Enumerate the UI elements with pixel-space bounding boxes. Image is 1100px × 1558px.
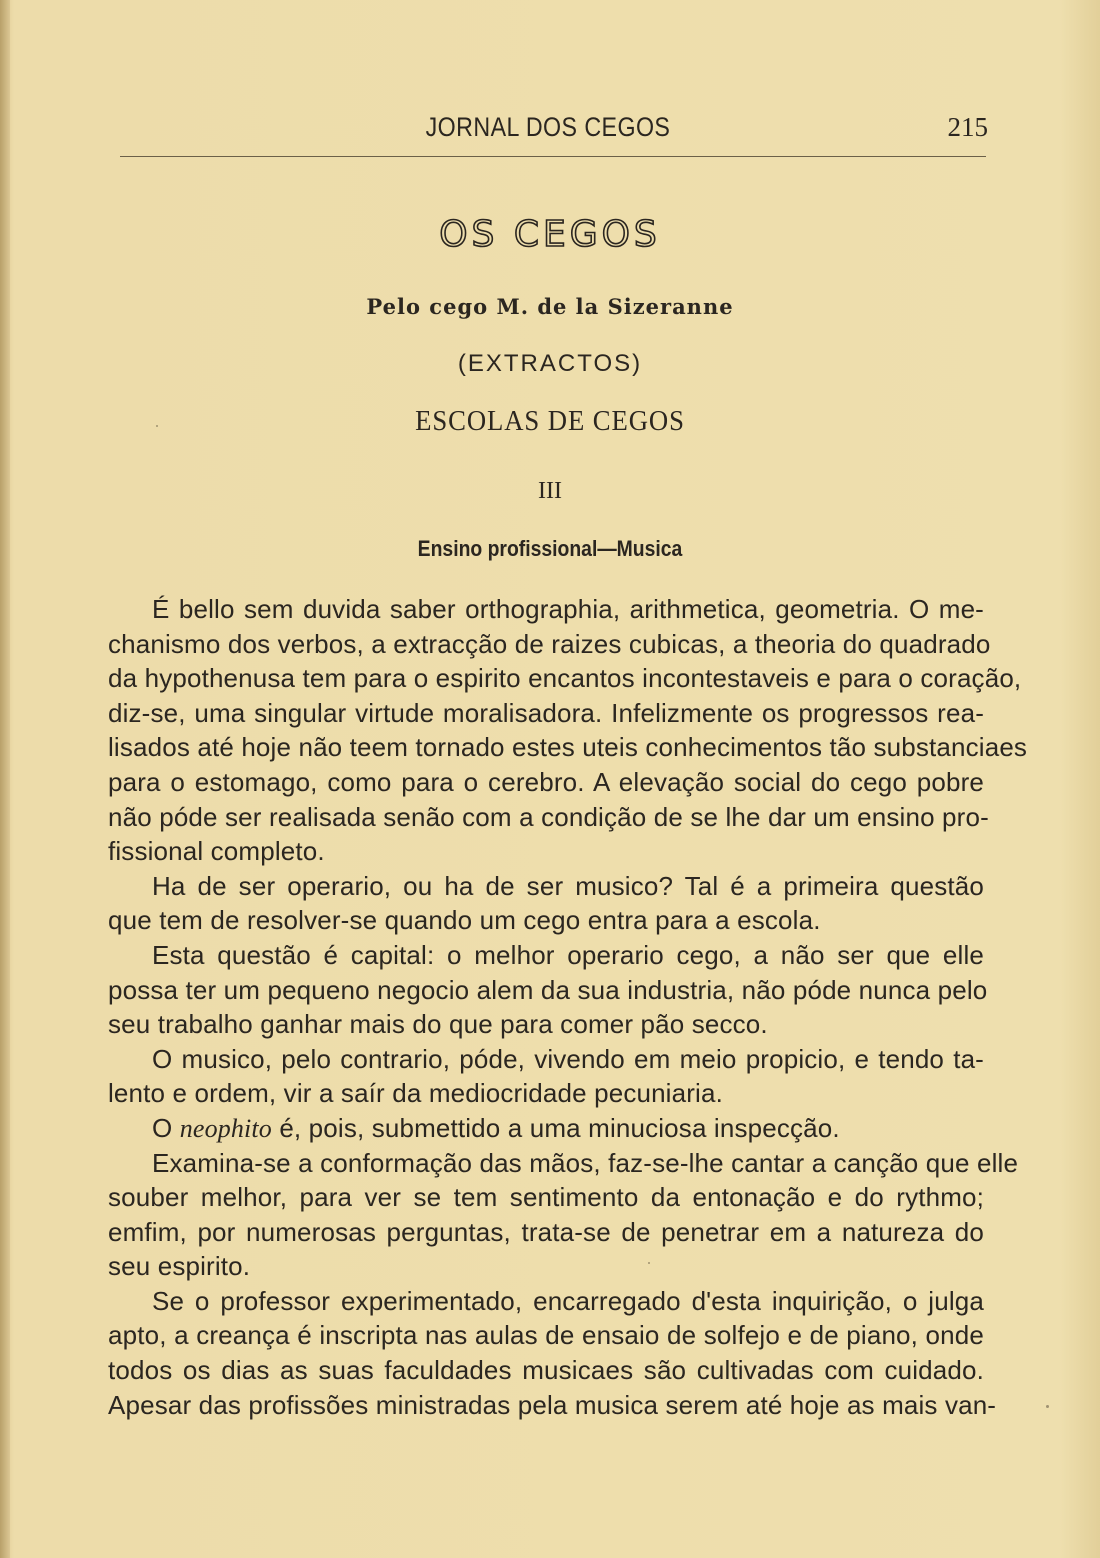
- text-line: da hypothenusa tem para o espirito encantos incontestaveis e para o coração,: [108, 663, 1022, 694]
- article-byline: Pelo cego M. de la Sizeranne: [366, 294, 734, 319]
- paper-speck: [648, 1262, 650, 1264]
- article-title: OS CEGOS: [439, 214, 661, 255]
- text-line: possa ter um pequeno negocio alem da sua industria, não póde nunca pelo: [108, 974, 988, 1005]
- line-rest: é, pois, submettido a uma minuciosa inspecção.: [279, 1112, 840, 1143]
- italic-word: neophito: [179, 1113, 272, 1143]
- text-line: lento e ordem, vir a saír da mediocridade pecuniaria.: [108, 1078, 723, 1109]
- page-number: 215: [947, 112, 988, 142]
- text-line: diz-se, uma singular virtude moralisadora. Infelizmente os progressos rea-: [108, 697, 984, 728]
- text-line: souber melhor, para ver se tem sentimento da entonação e do rythmo;: [108, 1182, 984, 1213]
- text-line: Se o professor experimentado, encarregado d'esta inquirição, o julga: [152, 1285, 984, 1316]
- body-text: [108, 592, 1028, 1422]
- text-line: Esta questão é capital: o melhor operario cego, a não ser que elle: [152, 939, 984, 970]
- text-line: que tem de resolver-se quando um cego entra para a escola.: [108, 905, 821, 936]
- line-prefix: O: [152, 1112, 173, 1143]
- text-line: Apesar das profissões ministradas pela musica serem até hoje as mais van-: [108, 1389, 997, 1420]
- text-line: apto, a creança é inscripta nas aulas de ensaio de solfejo e de piano, onde: [108, 1320, 984, 1351]
- text-line: emfim, por numerosas perguntas, trata-se de penetrar em a natureza do: [108, 1216, 984, 1247]
- text-line: fissional completo.: [108, 836, 325, 867]
- paper-speck: [1046, 1405, 1049, 1408]
- extractos-label: (EXTRACTOS): [457, 350, 643, 377]
- text-line: para o estomago, como para o cerebro. A elevação social do cego pobre: [108, 766, 984, 797]
- text-line: chanismo dos verbos, a extracção de raizes cubicas, a theoria do quadrado: [108, 628, 991, 659]
- running-head: [108, 112, 988, 152]
- text-line: todos os dias as suas faculdades musicaes são cultivadas com cuidado.: [108, 1355, 984, 1386]
- section-number: III: [538, 478, 562, 504]
- header-rule: [120, 156, 986, 157]
- text-line: seu trabalho ganhar mais do que para comer pão secco.: [108, 1009, 768, 1040]
- text-line: Ha de ser operario, ou ha de ser musico? Tal é a primeira questão: [152, 870, 984, 901]
- text-line: Examina-se a conformação das mãos, faz-se-lhe cantar a canção que elle: [152, 1147, 1019, 1178]
- paper-speck: [156, 425, 158, 427]
- text-line: [108, 1111, 984, 1146]
- text-line: O musico, pelo contrario, póde, vivendo em meio propicio, e tendo ta-: [152, 1043, 984, 1074]
- text-line: É bello sem duvida saber orthographia, arithmetica, geometria. O me-: [152, 594, 984, 624]
- text-line: não póde ser realisada senão com a condição de se lhe dar um ensino pro-: [108, 801, 989, 832]
- section-title: ESCOLAS DE CEGOS: [415, 405, 685, 437]
- journal-title: JORNAL DOS CEGOS: [425, 112, 671, 142]
- text-line: lisados até hoje não teem tornado estes uteis conhecimentos tão substanciaes: [108, 732, 1028, 763]
- text-line: seu espirito.: [108, 1251, 251, 1282]
- section-subtitle: Ensino profissional—Musica: [417, 536, 683, 561]
